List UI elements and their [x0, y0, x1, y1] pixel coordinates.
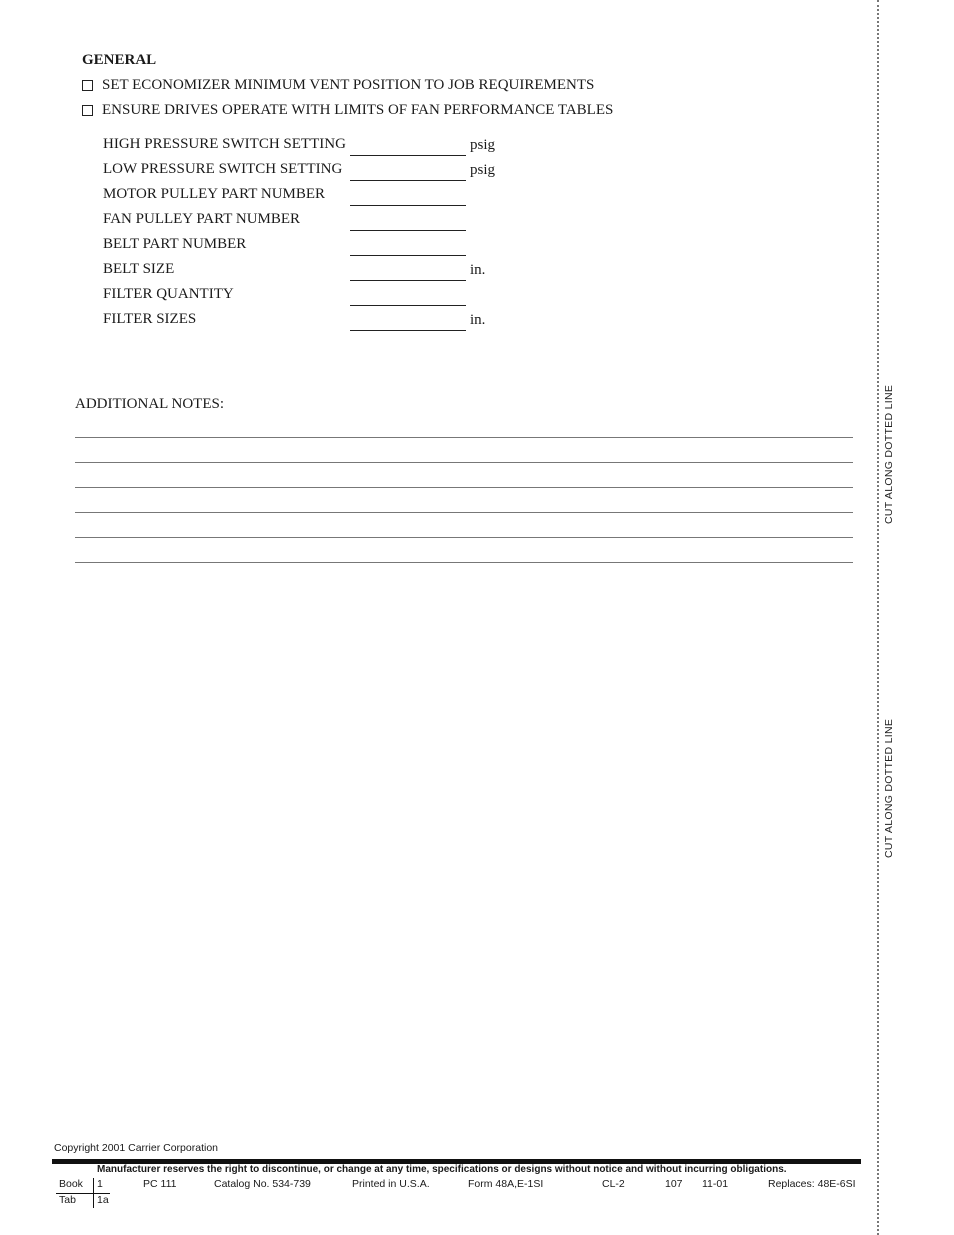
field-input-fan-pulley[interactable] — [350, 230, 466, 231]
field-label-filter-sizes: FILTER SIZES — [103, 311, 197, 327]
field-label-high-pressure: HIGH PRESSURE SWITCH SETTING — [103, 136, 346, 152]
book-label: Book — [59, 1178, 83, 1190]
footer-printed: Printed in U.S.A. — [352, 1178, 430, 1190]
disclaimer-text: Manufacturer reserves the right to discontinue, or change at any time, specifications or designs without notice and without incurring obligations. — [97, 1164, 787, 1175]
notes-line[interactable] — [75, 487, 853, 488]
field-input-filter-sizes[interactable] — [350, 330, 466, 331]
footer-page: CL-2 — [602, 1178, 625, 1190]
book-value: 1 — [97, 1178, 103, 1190]
notes-line[interactable] — [75, 537, 853, 538]
notes-line[interactable] — [75, 512, 853, 513]
field-label-belt-part: BELT PART NUMBER — [103, 236, 247, 252]
checklist-item-label: SET ECONOMIZER MINIMUM VENT POSITION TO JOB REQUIREMENTS — [102, 77, 595, 93]
footer-page-number: 107 — [665, 1178, 683, 1190]
checklist-item-drives[interactable] — [82, 102, 613, 119]
checkbox-icon[interactable] — [82, 105, 93, 116]
cut-label-lower: CUT ALONG DOTTED LINE — [883, 718, 895, 858]
field-unit-belt-size: in. — [470, 262, 486, 278]
footer-date: 11-01 — [702, 1178, 729, 1190]
notes-title: ADDITIONAL NOTES: — [75, 396, 225, 412]
field-input-high-pressure[interactable] — [350, 155, 466, 156]
section-title-general: GENERAL — [82, 52, 157, 68]
field-input-low-pressure[interactable] — [350, 180, 466, 181]
field-label-low-pressure: LOW PRESSURE SWITCH SETTING — [103, 161, 343, 177]
field-label-belt-size: BELT SIZE — [103, 261, 175, 277]
book-tab-vertical-rule — [93, 1178, 94, 1208]
field-label-motor-pulley: MOTOR PULLEY PART NUMBER — [103, 186, 326, 202]
field-unit-filter-sizes: in. — [470, 312, 486, 328]
field-label-fan-pulley: FAN PULLEY PART NUMBER — [103, 211, 301, 227]
notes-line[interactable] — [75, 562, 853, 563]
checklist-item-label: ENSURE DRIVES OPERATE WITH LIMITS OF FAN PERFORMANCE TABLES — [102, 102, 614, 118]
tab-label: Tab — [59, 1194, 76, 1206]
cut-label-upper: CUT ALONG DOTTED LINE — [883, 384, 895, 524]
checkbox-icon[interactable] — [82, 80, 93, 91]
field-input-belt-size[interactable] — [350, 280, 466, 281]
field-unit-low-pressure: psig — [470, 162, 496, 178]
notes-line[interactable] — [75, 437, 853, 438]
notes-line[interactable] — [75, 462, 853, 463]
footer-pc: PC 111 — [143, 1178, 177, 1190]
footer-replaces: Replaces: 48E-6SI — [768, 1178, 856, 1190]
field-input-motor-pulley[interactable] — [350, 205, 466, 206]
checklist-item-economizer[interactable] — [82, 77, 594, 94]
field-label-filter-quantity: FILTER QUANTITY — [103, 286, 234, 302]
tab-value: 1a — [97, 1194, 109, 1206]
footer-form: Form 48A,E-1SI — [468, 1178, 544, 1190]
field-input-belt-part[interactable] — [350, 255, 466, 256]
field-unit-high-pressure: psig — [470, 137, 496, 153]
field-input-filter-quantity[interactable] — [350, 305, 466, 306]
copyright-text: Copyright 2001 Carrier Corporation — [54, 1142, 218, 1154]
footer-catalog: Catalog No. 534-739 — [214, 1178, 311, 1190]
cut-dotted-line — [877, 0, 879, 1235]
